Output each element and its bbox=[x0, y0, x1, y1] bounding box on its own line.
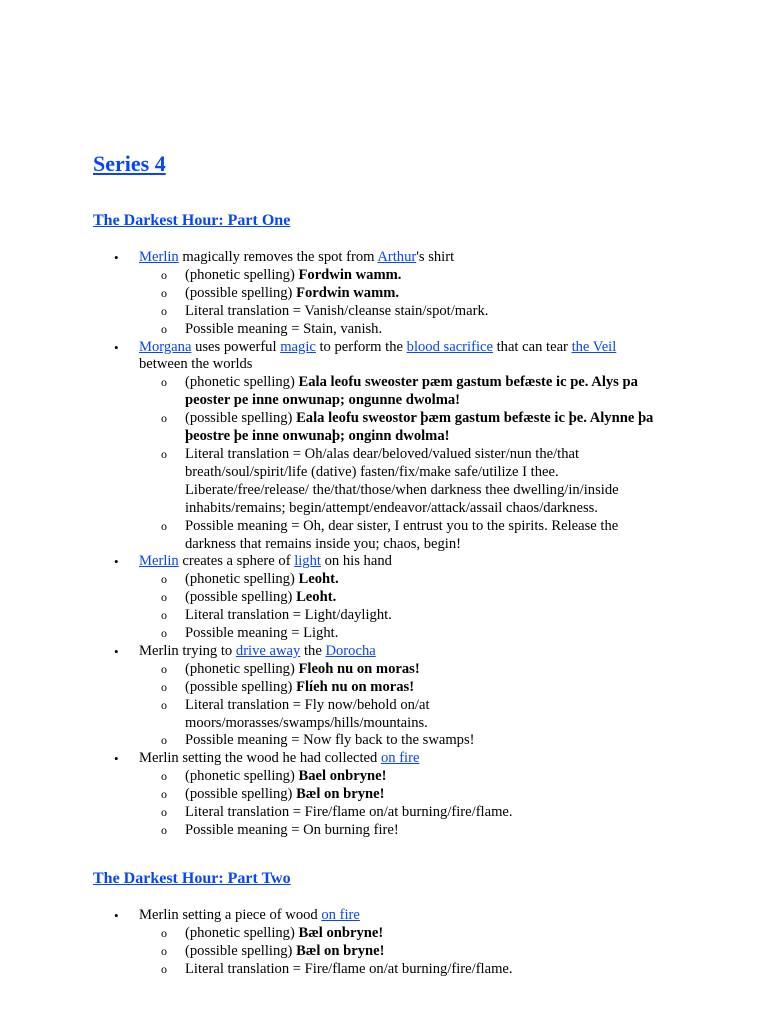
spelling-value: Eala leofu sweoster pæm gastum befæste ic pe. Alys pa peoster pe inne onwunap; ongunne dwolma! bbox=[185, 374, 638, 409]
sub-item bbox=[139, 374, 659, 410]
sub-label: Possible meaning = Stain, vanish. bbox=[185, 320, 383, 337]
sub-label: (phonetic spelling) bbox=[185, 768, 299, 785]
list-item bbox=[0, 553, 659, 643]
sub-item bbox=[139, 732, 659, 750]
sub-label: (possible spelling) bbox=[185, 589, 297, 606]
entry-intro bbox=[139, 553, 392, 569]
spelling-value: Eala leofu sweostor þæm gastum befæste ic þe. Alynne þa þeostre þe inne onwunaþ; onginn dwolma! bbox=[185, 410, 654, 445]
intro-text: magically removes the spot from bbox=[178, 249, 378, 265]
sub-list bbox=[139, 571, 659, 643]
sub-item bbox=[139, 589, 659, 607]
sub-label: (phonetic spelling) bbox=[185, 266, 299, 283]
intro-text: on his hand bbox=[320, 553, 392, 570]
sub-item bbox=[139, 321, 659, 339]
spelling-value: Bæl onbryne! bbox=[298, 924, 384, 941]
intro-text: uses powerful bbox=[191, 338, 281, 355]
spelling-value: Bael onbryne! bbox=[298, 768, 387, 785]
spelling-value: Flíeh nu on moras! bbox=[296, 678, 415, 695]
wiki-link[interactable]: Morgana bbox=[139, 338, 192, 355]
sub-item bbox=[139, 518, 659, 554]
sub-list bbox=[139, 661, 659, 751]
list-item bbox=[0, 750, 659, 840]
sub-label: Literal translation = Fire/flame on/at burning/fire/flame. bbox=[185, 960, 513, 977]
sub-item bbox=[139, 446, 659, 518]
list-item bbox=[0, 907, 659, 979]
spelling-value: Leoht. bbox=[296, 589, 337, 606]
spelling-value: Fordwin wamm. bbox=[298, 266, 402, 283]
sub-item bbox=[139, 822, 659, 840]
intro-text: Merlin trying to bbox=[139, 642, 236, 659]
sub-item bbox=[139, 303, 659, 321]
wiki-link[interactable]: Dorocha bbox=[325, 642, 376, 659]
sub-item bbox=[139, 804, 659, 822]
wiki-link[interactable]: the Veil bbox=[571, 338, 617, 355]
entry-intro bbox=[139, 249, 454, 265]
sub-label: (possible spelling) bbox=[185, 284, 297, 301]
entry-intro bbox=[139, 907, 360, 923]
sub-label: Literal translation = Vanish/cleanse stain/spot/mark. bbox=[185, 302, 489, 319]
sub-label: Possible meaning = Oh, dear sister, I entrust you to the spirits. Release the darkness that remains inside you; chaos, begin! bbox=[185, 517, 619, 552]
wiki-link[interactable]: magic bbox=[280, 338, 316, 355]
sub-label: (phonetic spelling) bbox=[185, 924, 299, 941]
section-title-link[interactable]: The Darkest Hour: Part Two bbox=[93, 870, 291, 887]
intro-text: the bbox=[300, 642, 326, 659]
sub-item bbox=[139, 697, 659, 733]
sub-label: Possible meaning = Light. bbox=[185, 625, 339, 642]
sub-label: (possible spelling) bbox=[185, 786, 297, 803]
sub-list bbox=[139, 768, 659, 840]
spelling-value: Fordwin wamm. bbox=[296, 284, 400, 301]
sub-list bbox=[139, 374, 659, 553]
wiki-link[interactable]: Arthur bbox=[377, 249, 417, 265]
sub-label: Literal translation = Light/daylight. bbox=[185, 607, 392, 624]
sub-label: (phonetic spelling) bbox=[185, 374, 299, 391]
sub-label: (phonetic spelling) bbox=[185, 571, 299, 588]
intro-text: that can tear bbox=[492, 338, 572, 355]
series-title-link[interactable]: Series 4 bbox=[93, 151, 166, 176]
spelling-value: Leoht. bbox=[298, 571, 339, 588]
intro-text: to perform the bbox=[315, 338, 407, 355]
entry-intro bbox=[139, 750, 419, 766]
entry-list-part-two bbox=[0, 907, 768, 979]
wiki-link[interactable]: Merlin bbox=[139, 249, 179, 265]
sub-item bbox=[139, 786, 659, 804]
list-item bbox=[0, 643, 659, 750]
sub-label: Literal translation = Oh/alas dear/beloved/valued sister/nun the/that breath/soul/spirit/life (dative) fasten/fix/make safe/utilize I thee. Liberate/free/release/ the/that/those/when darkness thee dwelling/in/inside inhabits/remains; begin/attempt/endeavor/attack/assail chaos/darkness. bbox=[185, 445, 619, 516]
sub-item bbox=[139, 607, 659, 625]
sub-item bbox=[139, 661, 659, 679]
sub-item bbox=[139, 943, 659, 961]
entry-intro bbox=[139, 643, 376, 659]
sub-item bbox=[139, 961, 659, 979]
spelling-value: Bæl on bryne! bbox=[296, 942, 385, 959]
wiki-link[interactable]: drive away bbox=[235, 642, 301, 659]
intro-text: Merlin setting a piece of wood bbox=[139, 907, 322, 923]
list-item bbox=[0, 339, 659, 554]
sub-list bbox=[139, 925, 659, 979]
section-title-part-one[interactable] bbox=[93, 211, 290, 231]
wiki-link[interactable]: on fire bbox=[321, 907, 360, 923]
wiki-link[interactable]: light bbox=[294, 553, 321, 570]
sub-item bbox=[139, 679, 659, 697]
intro-text: Merlin setting the wood he had collected bbox=[139, 750, 381, 767]
sub-label: Possible meaning = Now fly back to the swamps! bbox=[185, 732, 475, 749]
spelling-value: Fleoh nu on moras! bbox=[298, 660, 420, 677]
series-title[interactable] bbox=[93, 148, 166, 180]
sub-item bbox=[139, 267, 659, 285]
sub-label: Possible meaning = On burning fire! bbox=[185, 822, 399, 838]
sub-item bbox=[139, 285, 659, 303]
spelling-value: Bæl on bryne! bbox=[296, 786, 385, 803]
wiki-link[interactable]: Merlin bbox=[139, 553, 179, 570]
sub-item bbox=[139, 625, 659, 643]
entry-list-part-one bbox=[0, 249, 768, 840]
sub-label: Literal translation = Fire/flame on/at burning/fire/flame. bbox=[185, 804, 513, 821]
section-title-link[interactable]: The Darkest Hour: Part One bbox=[93, 212, 291, 229]
sub-item bbox=[139, 925, 659, 943]
sub-label: Literal translation = Fly now/behold on/at moors/morasses/swamps/hills/mountains. bbox=[185, 696, 430, 731]
intro-text: 's shirt bbox=[416, 249, 455, 265]
sub-label: (possible spelling) bbox=[185, 410, 297, 427]
sub-label: (phonetic spelling) bbox=[185, 660, 299, 677]
intro-text: creates a sphere of bbox=[178, 553, 295, 570]
sub-list bbox=[139, 267, 659, 339]
wiki-link[interactable]: blood sacrifice bbox=[406, 338, 493, 355]
intro-text: between the worlds bbox=[139, 356, 253, 373]
sub-item bbox=[139, 410, 659, 446]
sub-label: (possible spelling) bbox=[185, 942, 297, 959]
list-item bbox=[0, 249, 659, 339]
section-title-part-two[interactable] bbox=[93, 869, 291, 889]
entry-intro bbox=[139, 339, 616, 373]
sub-label: (possible spelling) bbox=[185, 678, 297, 695]
sub-item bbox=[139, 768, 659, 786]
wiki-link[interactable]: on fire bbox=[380, 750, 420, 767]
sub-item bbox=[139, 571, 659, 589]
